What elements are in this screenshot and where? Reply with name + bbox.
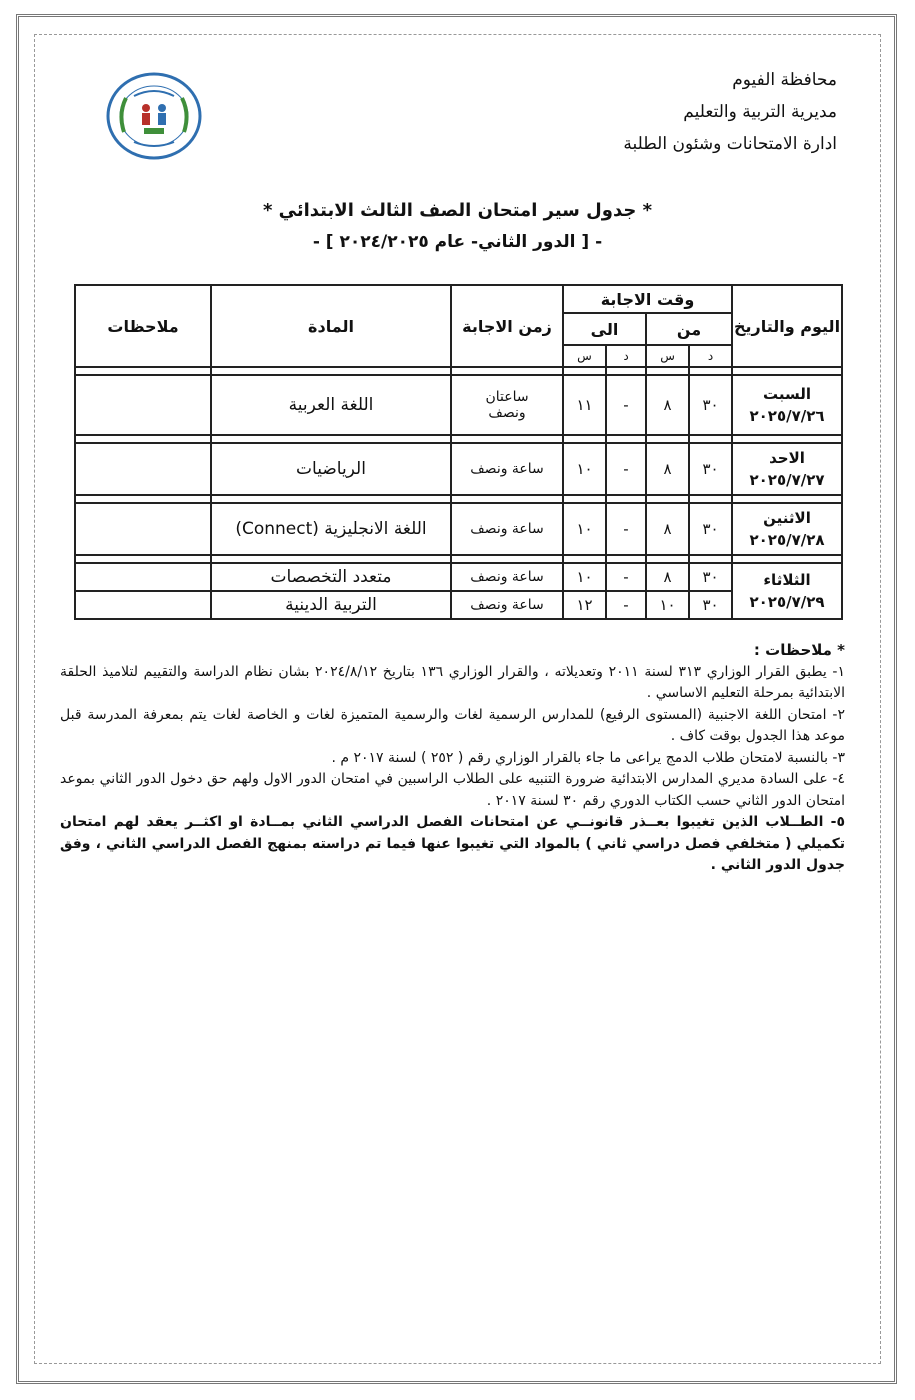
- row-date: ٢٠٢٥/٧/٢٨: [749, 531, 825, 549]
- row-to-hour: ١١: [563, 375, 606, 435]
- row-from-hour: ١٠: [646, 591, 689, 619]
- schedule-subtitle: - [ الدور الثاني- عام ٢٠٢٤/٢٠٢٥ ] -: [312, 232, 603, 252]
- row-day: الاثنين: [763, 509, 811, 527]
- row-subject: اللغة العربية: [211, 375, 451, 435]
- note-item: ٣- بالنسبة لامتحان طلاب الدمج يراعى ما جاء بالقرار الوزاري رقم ( ٢٥٢ ) لسنة ٢٠١٧ م .: [331, 749, 845, 766]
- row-from-hour: ٨: [646, 375, 689, 435]
- table-row: [75, 591, 842, 619]
- row-to-minute: -: [606, 591, 646, 619]
- table-row: [75, 563, 842, 591]
- header-to-hour: س: [563, 345, 606, 367]
- governorate-line: محافظة الفيوم: [732, 70, 837, 90]
- row-subject: التربية الدينية: [211, 591, 451, 619]
- header-answer-time: وقت الاجابة: [563, 285, 732, 313]
- notes-section: [60, 640, 845, 877]
- row-notes: [75, 443, 211, 495]
- row-to-minute: -: [606, 375, 646, 435]
- row-from-minute: ٣٠: [689, 563, 732, 591]
- header-notes: ملاحظات: [75, 285, 211, 367]
- header-to: الى: [563, 313, 646, 345]
- row-subject: الرياضيات: [211, 443, 451, 495]
- header-from-hour: س: [646, 345, 689, 367]
- row-from-hour: ٨: [646, 563, 689, 591]
- directorate-line: مديرية التربية والتعليم: [683, 102, 837, 122]
- row-duration: ساعة ونصف: [451, 443, 563, 495]
- row-to-minute: -: [606, 563, 646, 591]
- note-item: ٢- امتحان اللغة الاجنبية (المستوى الرفيع) للمدارس الرسمية لغات والرسمية المتميزة لغات و الخاصة لغات يتم بمعرفة المدرسة قبل موعد هذا الجدول بوقت كاف .: [60, 706, 845, 744]
- header-subject: المادة: [211, 285, 451, 367]
- note-item: ١- يطبق القرار الوزاري ٣١٣ لسنة ٢٠١١ وتعديلاته ، والقرار الوزاري ١٣٦ بتاريخ ٢٠٢٤/٨/١٢ بشان نظام الدراسة والتقييم لتلاميذ الحلقة الابتدائية بمرحلة التعليم الاساسي .: [60, 663, 845, 701]
- row-to-minute: -: [606, 503, 646, 555]
- row-to-hour: ١٠: [563, 503, 606, 555]
- note-item: ٥- الطــلاب الذين تغيبوا بعــذر قانونــي عن امتحانات الفصل الدراسي الثاني بمــادة او اكثــر يعقد لهم امتحان تكميلي ( متخلفي فصل دراسي ثاني ) بالمواد التي تغيبوا عنها فيما تم دراسته بمنهج الفصل الدراسي الثاني ، وفق جدول الدور الثاني .: [60, 814, 845, 873]
- row-from-hour: ٨: [646, 503, 689, 555]
- header-to-minute: د: [606, 345, 646, 367]
- row-from-minute: ٣٠: [689, 591, 732, 619]
- note-item: ٤- على السادة مديري المدارس الابتدائية ضرورة التنبيه على الطلاب الراسبين في امتحان الدور الاول ولهم حق دخول الدور الثاني بموعد امتحان الدور الثاني حسب الكتاب الدوري رقم ٣٠ لسنة ٢٠١٧ .: [60, 771, 845, 809]
- header-from: من: [646, 313, 732, 345]
- row-day: الثلاثاء: [763, 571, 811, 589]
- row-day: السبت: [762, 385, 812, 403]
- directorate-header: [623, 64, 837, 160]
- row-date: ٢٠٢٥/٧/٢٩: [749, 593, 825, 611]
- row-notes: [75, 591, 211, 619]
- row-to-hour: ١٠: [563, 443, 606, 495]
- row-duration: ساعة ونصف: [451, 563, 563, 591]
- row-subject: متعدد التخصصات: [211, 563, 451, 591]
- header-duration: زمن الاجابة: [451, 285, 563, 367]
- row-date: ٢٠٢٥/٧/٢٧: [749, 471, 825, 489]
- notes-title: * ملاحظات :: [753, 641, 845, 659]
- header-day-date: اليوم والتاريخ: [732, 285, 842, 367]
- schedule-title: * جدول سير امتحان الصف الثالث الابتدائي *: [262, 200, 653, 221]
- row-to-hour: ١٢: [563, 591, 606, 619]
- row-notes: [75, 503, 211, 555]
- row-notes: [75, 375, 211, 435]
- table-row: [75, 443, 842, 495]
- directorate-logo: [104, 70, 204, 162]
- row-to-hour: ١٠: [563, 563, 606, 591]
- department-line: ادارة الامتحانات وشئون الطلبة: [623, 134, 837, 154]
- row-duration: ساعة ونصف: [451, 503, 563, 555]
- row-from-minute: ٣٠: [689, 503, 732, 555]
- row-from-minute: ٣٠: [689, 375, 732, 435]
- row-duration: ساعتان ونصف: [451, 375, 563, 435]
- row-notes: [75, 563, 211, 591]
- exam-schedule-table: [74, 284, 843, 620]
- row-from-hour: ٨: [646, 443, 689, 495]
- row-duration: ساعة ونصف: [451, 591, 563, 619]
- row-date: ٢٠٢٥/٧/٢٦: [749, 407, 825, 425]
- row-to-minute: -: [606, 443, 646, 495]
- row-day: الاحد: [769, 449, 805, 467]
- row-subject: اللغة الانجليزية (Connect): [211, 503, 451, 555]
- row-from-minute: ٣٠: [689, 443, 732, 495]
- table-row: [75, 375, 842, 435]
- header-from-minute: د: [689, 345, 732, 367]
- table-row: [75, 503, 842, 555]
